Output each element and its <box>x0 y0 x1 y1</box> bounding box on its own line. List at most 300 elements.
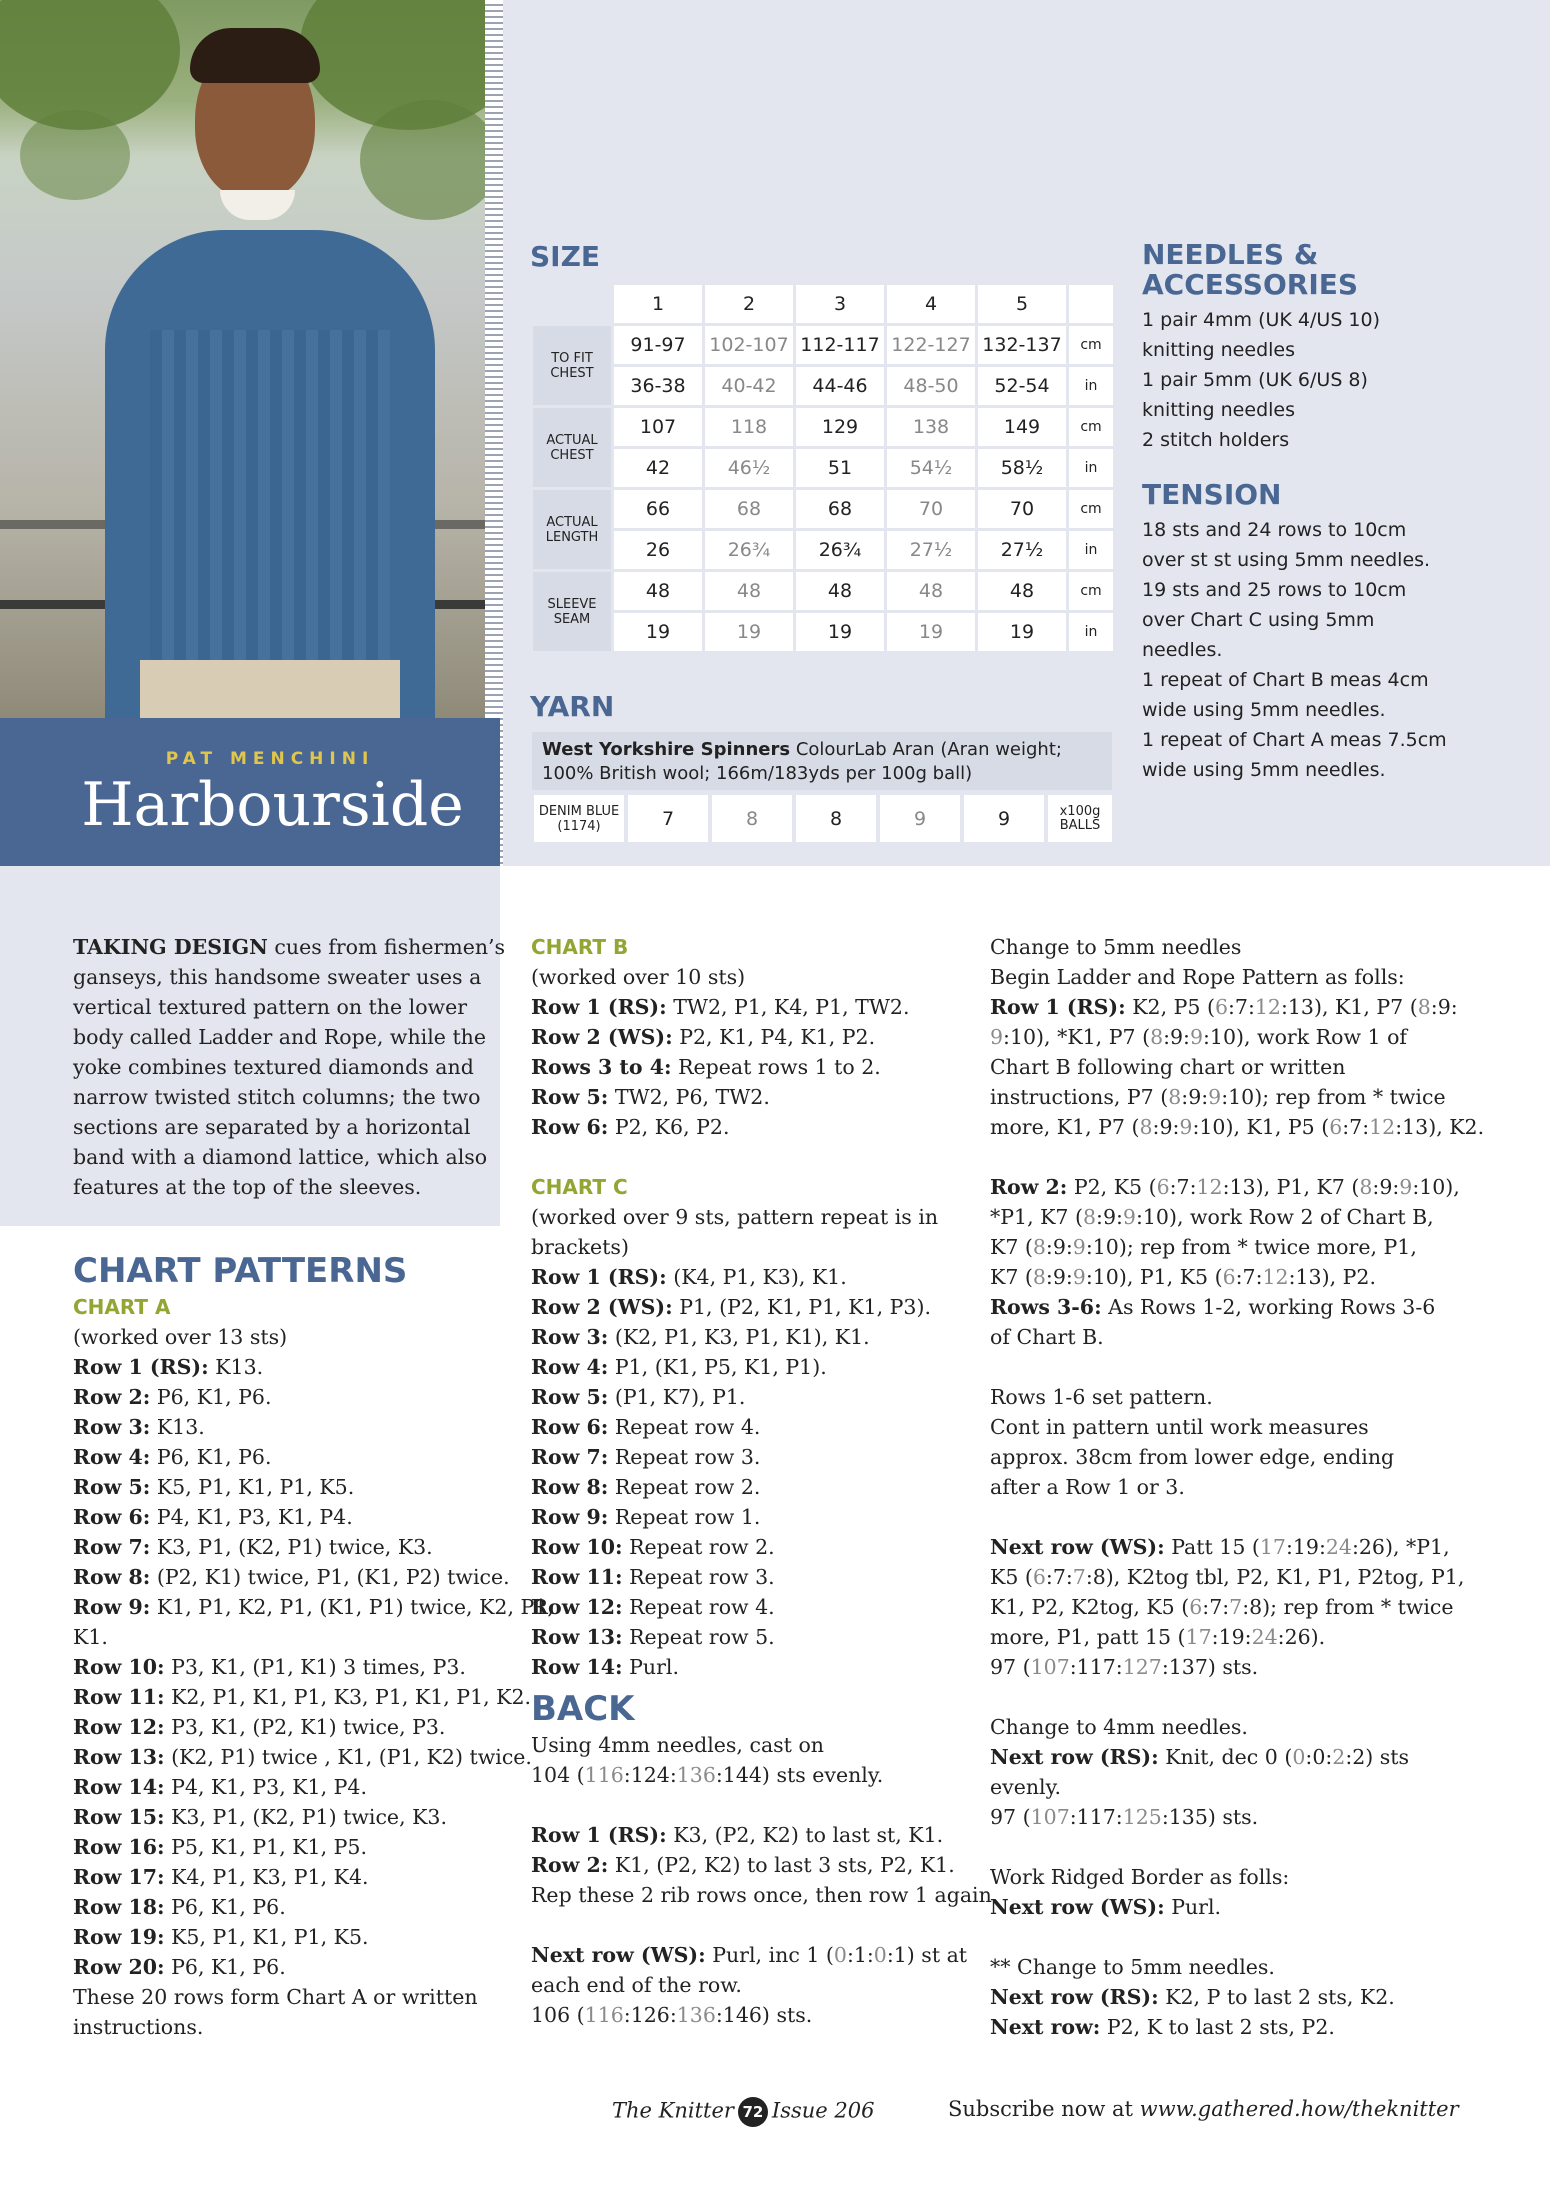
designer-name: PAT MENCHINI <box>165 749 375 769</box>
intro-line: narrow twisted stitch columns; the two <box>73 1085 481 1109</box>
size-table <box>530 282 1116 654</box>
instruction-row <box>531 1502 998 1532</box>
row-key: Next row (WS): <box>990 1535 1165 1559</box>
yarn-description <box>532 732 1112 790</box>
text-segment: 12 <box>1196 1175 1223 1199</box>
text-segment: :2) sts <box>1345 1745 1410 1769</box>
text-segment: :144) sts evenly. <box>715 1763 884 1787</box>
row-key: Row 17: <box>73 1865 165 1889</box>
text-segment: 104 ( <box>531 1763 585 1787</box>
table-cell: 9 <box>964 795 1044 842</box>
subscribe-text: Subscribe now at <box>948 2097 1140 2121</box>
instruction-row <box>73 1892 554 1922</box>
table-cell: 48-50 <box>887 367 975 405</box>
text-segment: 107 <box>1030 1805 1070 1829</box>
row-label: ACTUAL LENGTH <box>533 490 611 569</box>
instruction-line <box>990 1862 1484 1892</box>
table-cell: 51 <box>796 449 884 487</box>
text-segment: 106 ( <box>531 2003 585 2027</box>
text-segment: :10), work Row 2 of Chart B, <box>1135 1205 1434 1229</box>
instruction-line <box>531 1760 998 1790</box>
text-segment: 9 <box>990 1025 1004 1049</box>
unit-cell: cm <box>1069 572 1113 610</box>
table-cell: 27½ <box>887 531 975 569</box>
instruction-line <box>990 1562 1484 1592</box>
row-key: Row 1 (RS): <box>531 1823 667 1847</box>
text-segment: :9: <box>1096 1205 1123 1229</box>
yarn-colour: DENIM BLUE (1174) <box>534 795 624 842</box>
text-segment: :7: <box>1228 995 1255 1019</box>
info-line: wide using 5mm needles. <box>1142 759 1386 781</box>
row-key: Row 14: <box>531 1655 623 1679</box>
intro-line: cues from fishermen’s <box>267 935 506 959</box>
row-text: P4, K1, P3, K1, P4. <box>150 1505 353 1529</box>
row-text: (K4, P1, K3), K1. <box>666 1265 847 1289</box>
chart-b-heading: CHART B <box>531 935 629 959</box>
instruction-row <box>73 1382 554 1412</box>
ladder-rope-instructions <box>990 932 1484 2042</box>
info-line: over st st using 5mm needles. <box>1142 549 1431 571</box>
row-key: Row 10: <box>531 1535 623 1559</box>
table-cell: 52-54 <box>978 367 1066 405</box>
table-cell: 8 <box>796 795 876 842</box>
row-text: Repeat row 4. <box>622 1595 775 1619</box>
text-segment: :124: <box>623 1763 677 1787</box>
row-key: Row 8: <box>531 1475 609 1499</box>
text-segment: 127 <box>1122 1655 1162 1679</box>
instruction-line <box>531 2000 998 2030</box>
chart-c-intro: (worked over 9 sts, pattern repeat is in <box>531 1205 939 1229</box>
text-segment: :10), <box>1412 1175 1460 1199</box>
instruction-line <box>990 1652 1484 1682</box>
instruction-row <box>531 1022 998 1052</box>
text-segment: :1: <box>846 1943 874 1967</box>
row-text: P6, K1, P6. <box>164 1895 286 1919</box>
text-segment: :126: <box>623 2003 677 2027</box>
row-text: K1, P1, K2, P1, (K1, P1) twice, K2, P1, <box>150 1595 554 1619</box>
row-text: P4, K1, P3, K1, P4. <box>164 1775 367 1799</box>
chart-b-rows <box>531 992 998 1142</box>
instruction-line <box>990 1532 1484 1562</box>
table-cell: 70 <box>887 490 975 528</box>
text-segment: :9: <box>1045 1265 1073 1289</box>
unit-cell: in <box>1069 367 1113 405</box>
intro-line: band with a diamond lattice, which also <box>73 1145 488 1169</box>
text-segment: 107 <box>1030 1655 1070 1679</box>
instruction-line <box>990 1382 1484 1412</box>
info-line: knitting needles <box>1142 399 1295 421</box>
text-segment: 17 <box>1185 1625 1212 1649</box>
row-text: K13. <box>150 1415 205 1439</box>
row-text: K4, P1, K3, P1, K4. <box>164 1865 369 1889</box>
text-segment: 8 <box>1139 1115 1153 1139</box>
instruction-row <box>531 1082 998 1112</box>
instruction-line <box>990 1442 1484 1472</box>
row-key: Row 8: <box>73 1565 151 1589</box>
info-line: 18 sts and 24 rows to 10cm <box>1142 519 1407 541</box>
row-text: Repeat row 3. <box>622 1565 775 1589</box>
unit-cell: in <box>1069 449 1113 487</box>
row-text: These 20 rows form Chart A or written <box>73 1985 478 2009</box>
table-row <box>534 795 1112 842</box>
instruction-line <box>990 2012 1484 2042</box>
row-text: K5, P1, K1, P1, K5. <box>150 1475 355 1499</box>
text-segment: :13), P2. <box>1288 1265 1376 1289</box>
row-text: P2, K1, P4, K1, P2. <box>672 1025 876 1049</box>
text-segment: 136 <box>676 2003 716 2027</box>
size-heading: SIZE <box>530 240 601 273</box>
text-segment: :9: <box>1430 995 1458 1019</box>
instruction-line <box>990 1172 1484 1202</box>
instruction-line <box>531 1730 998 1760</box>
row-key: Row 5: <box>531 1085 609 1109</box>
instruction-row <box>73 1982 554 2012</box>
row-text: Repeat row 3. <box>608 1445 761 1469</box>
text-segment: K2, P5 ( <box>1125 995 1215 1019</box>
table-cell: 129 <box>796 408 884 446</box>
chart-patterns-heading: CHART PATTERNS <box>73 1251 408 1291</box>
info-line: 19 sts and 25 rows to 10cm <box>1142 579 1407 601</box>
instruction-line <box>531 1940 998 1970</box>
text-segment: :26), *P1, <box>1351 1535 1450 1559</box>
text-segment: 2 <box>1332 1745 1346 1769</box>
info-line: 1 pair 5mm (UK 6/US 8) <box>1142 369 1368 391</box>
text-segment: :10); rep from * twice more, P1, <box>1085 1235 1417 1259</box>
instruction-line <box>990 992 1484 1022</box>
row-text: instructions. <box>73 2015 204 2039</box>
instruction-line <box>990 1082 1484 1112</box>
instruction-row <box>73 1472 554 1502</box>
text-segment: 8 <box>1083 1205 1097 1229</box>
text-segment: :8), K2tog tbl, P2, K1, P1, P2tog, P1, <box>1085 1565 1465 1589</box>
row-label: ACTUAL CHEST <box>533 408 611 487</box>
magazine-name: The Knitter <box>612 2098 734 2123</box>
row-key: Row 1 (RS): <box>531 1265 667 1289</box>
intro-line: yoke combines textured diamonds and <box>73 1055 474 1079</box>
text-segment: K1, P2, K2tog, K5 ( <box>990 1595 1190 1619</box>
table-cell: 48 <box>978 572 1066 610</box>
instruction-row <box>531 1412 998 1442</box>
instruction-row <box>73 1532 554 1562</box>
text-segment: :7: <box>1169 1175 1197 1199</box>
back-instructions <box>531 1730 998 2030</box>
info-line: 1 repeat of Chart A meas 7.5cm <box>1142 729 1447 751</box>
row-key: Row 11: <box>531 1565 623 1589</box>
row-text: P6, K1, P6. <box>150 1385 272 1409</box>
text-segment: K7 ( <box>990 1265 1033 1289</box>
table-cell: 19 <box>887 613 975 651</box>
info-line: needles. <box>1142 639 1223 661</box>
row-text: (K2, P1, K3, P1, K1), K1. <box>608 1325 870 1349</box>
table-cell: 26¾ <box>796 531 884 569</box>
text-segment: Work Ridged Border as folls: <box>990 1865 1290 1889</box>
text-segment: more, P1, patt 15 ( <box>990 1625 1186 1649</box>
table-cell: 132-137 <box>978 326 1066 364</box>
text-segment: 12 <box>1254 995 1281 1019</box>
instruction-line <box>990 1202 1484 1232</box>
unit-cell: cm <box>1069 490 1113 528</box>
unit-cell: x100g BALLS <box>1048 795 1112 842</box>
text-segment: each end of the row. <box>531 1973 742 1997</box>
text-segment: :19: <box>1285 1535 1326 1559</box>
instruction-row <box>531 1052 998 1082</box>
row-key: Next row (WS): <box>531 1943 706 1967</box>
table-row <box>533 613 1113 651</box>
size-number: 4 <box>887 285 975 323</box>
text-segment: Rep these 2 rib rows once, then row 1 again. <box>531 1883 999 1907</box>
text-segment: Change to 5mm needles <box>990 935 1242 959</box>
text-segment: :7: <box>1342 1115 1370 1139</box>
table-cell: 26 <box>614 531 702 569</box>
text-segment: :10), *K1, P7 ( <box>1003 1025 1151 1049</box>
text-segment: :9: <box>1372 1175 1400 1199</box>
text-segment: 0 <box>873 1943 887 1967</box>
instruction-row <box>531 1622 998 1652</box>
text-segment: of Chart B. <box>990 1325 1104 1349</box>
table-cell: 91-97 <box>614 326 702 364</box>
instruction-row <box>73 1442 554 1472</box>
table-cell: 48 <box>796 572 884 610</box>
text-segment: :117: <box>1069 1805 1123 1829</box>
text-segment: Change to 4mm needles. <box>990 1715 1248 1739</box>
row-text: Repeat row 1. <box>608 1505 761 1529</box>
text-segment: :10), K1, P5 ( <box>1192 1115 1330 1139</box>
table-cell: 46½ <box>705 449 793 487</box>
text-segment: 9 <box>1072 1265 1086 1289</box>
text-segment: :7: <box>1202 1595 1230 1619</box>
instruction-row <box>531 1652 998 1682</box>
page-number: 72 <box>738 2097 768 2127</box>
row-key: Next row (RS): <box>990 1745 1159 1769</box>
row-text: Repeat row 5. <box>622 1625 775 1649</box>
instruction-line <box>990 932 1484 962</box>
row-text: K3, P1, (K2, P1) twice, K3. <box>164 1805 447 1829</box>
row-key: Next row (RS): <box>990 1985 1159 2009</box>
text-segment: 7 <box>1072 1565 1086 1589</box>
instruction-line <box>990 962 1484 992</box>
info-line: over Chart C using 5mm <box>1142 609 1375 631</box>
chart-b-intro: (worked over 10 sts) <box>531 965 746 989</box>
row-key: Row 1 (RS): <box>73 1355 209 1379</box>
table-cell: 107 <box>614 408 702 446</box>
table-row <box>533 490 1113 528</box>
instruction-line <box>990 1982 1484 2012</box>
size-number: 2 <box>705 285 793 323</box>
text-segment: :1) st at <box>886 1943 968 1967</box>
table-row <box>533 449 1113 487</box>
text-segment: :19: <box>1211 1625 1252 1649</box>
tension-heading: TENSION <box>1142 478 1282 511</box>
intro-line: features at the top of the sleeves. <box>73 1175 422 1199</box>
instruction-line <box>990 1742 1484 1772</box>
row-key: Row 7: <box>531 1445 609 1469</box>
text-segment: 9 <box>1189 1025 1204 1049</box>
pattern-title: Harbourside <box>81 770 464 840</box>
instruction-row <box>73 1562 554 1592</box>
instruction-row <box>73 1952 554 1982</box>
table-cell: 112-117 <box>796 326 884 364</box>
row-key: Row 14: <box>73 1775 165 1799</box>
text-segment: :13), K2. <box>1395 1115 1485 1139</box>
instruction-line <box>990 1112 1484 1142</box>
instruction-row <box>531 1292 998 1322</box>
row-key: Row 13: <box>531 1625 623 1649</box>
row-key: Row 5: <box>531 1385 609 1409</box>
instruction-row <box>73 1832 554 1862</box>
table-cell: 9 <box>880 795 960 842</box>
row-text: K1. <box>73 1625 108 1649</box>
text-segment: 12 <box>1262 1265 1289 1289</box>
table-cell: 54½ <box>887 449 975 487</box>
yarn-amounts-table <box>530 795 1116 842</box>
subscribe-link[interactable]: www.gathered.how/theknitter <box>1139 2097 1459 2121</box>
instruction-row <box>73 1742 554 1772</box>
table-cell: 118 <box>705 408 793 446</box>
row-text: (P1, K7), P1. <box>608 1385 746 1409</box>
text-segment: 9 <box>1122 1205 1136 1229</box>
row-text: Repeat row 2. <box>622 1535 775 1559</box>
text-segment: :13), K1, P7 ( <box>1280 995 1418 1019</box>
text-segment: :9: <box>1152 1115 1180 1139</box>
back-continued-column <box>990 932 1484 2042</box>
row-key: Row 19: <box>73 1925 165 1949</box>
table-cell: 19 <box>978 613 1066 651</box>
text-segment: :9: <box>1045 1235 1073 1259</box>
chart-a-intro: (worked over 13 sts) <box>73 1325 288 1349</box>
text-segment: 9 <box>1399 1175 1413 1199</box>
text-segment: 8 <box>1417 995 1431 1019</box>
text-segment: 9 <box>1072 1235 1086 1259</box>
chart-a-column <box>73 1292 554 2042</box>
instruction-row <box>73 1772 554 1802</box>
row-key: Next row: <box>990 2015 1101 2039</box>
text-segment: Purl. <box>1164 1895 1222 1919</box>
table-cell: 66 <box>614 490 702 528</box>
row-key: Row 11: <box>73 1685 165 1709</box>
unit-cell: in <box>1069 531 1113 569</box>
text-segment: 136 <box>676 1763 716 1787</box>
table-cell: 149 <box>978 408 1066 446</box>
table-cell: 40-42 <box>705 367 793 405</box>
text-segment: 8 <box>1032 1235 1046 1259</box>
text-segment: Purl, inc 1 ( <box>705 1943 834 1967</box>
text-segment: :146) sts. <box>715 2003 813 2027</box>
row-key: Row 2: <box>990 1175 1068 1199</box>
text-segment: :26). <box>1277 1625 1326 1649</box>
unit-cell: in <box>1069 613 1113 651</box>
text-segment: 6 <box>1189 1595 1203 1619</box>
instruction-line <box>990 1952 1484 1982</box>
intro-lead: TAKING DESIGN <box>73 935 268 959</box>
intro-line: ganseys, this handsome sweater uses a <box>73 965 482 989</box>
table-row <box>533 326 1113 364</box>
row-text: P6, K1, P6. <box>164 1955 286 1979</box>
instruction-line <box>990 1712 1484 1742</box>
text-segment: P2, K to last 2 sts, P2. <box>1100 2015 1335 2039</box>
intro-text <box>73 932 506 1202</box>
chart-c-heading: CHART C <box>531 1175 628 1199</box>
footer-issue <box>612 2097 874 2127</box>
issue-number: Issue 206 <box>771 2098 875 2123</box>
instruction-line <box>990 1022 1484 1052</box>
footer-subscribe <box>948 2097 1459 2121</box>
chart-a-rows <box>73 1352 554 2042</box>
row-key: Row 6: <box>531 1115 609 1139</box>
row-text: P1, (P2, K1, P1, K1, P3). <box>672 1295 931 1319</box>
info-line: knitting needles <box>1142 339 1295 361</box>
row-key: Row 12: <box>531 1595 623 1619</box>
unit-cell: cm <box>1069 408 1113 446</box>
text-segment: As Rows 1-2, working Rows 3-6 <box>1101 1295 1436 1319</box>
text-segment: 8 <box>1032 1265 1046 1289</box>
table-row <box>533 367 1113 405</box>
row-text: K13. <box>208 1355 264 1379</box>
text-segment: 6 <box>1222 1265 1236 1289</box>
table-row <box>533 531 1113 569</box>
row-key: Row 20: <box>73 1955 165 1979</box>
needles-list <box>1142 305 1380 455</box>
text-segment: 0 <box>833 1943 847 1967</box>
yarn-details: ColourLab Aran (Aran weight; 100% British wool; 166m/183yds per 100g ball) <box>542 739 1062 784</box>
instruction-row <box>531 1592 998 1622</box>
table-cell: 19 <box>705 613 793 651</box>
table-cell: 8 <box>712 795 792 842</box>
row-text: Repeat row 4. <box>608 1415 761 1439</box>
text-segment: ** Change to 5mm needles. <box>990 1955 1275 1979</box>
table-cell: 44-46 <box>796 367 884 405</box>
instruction-row <box>531 1382 998 1412</box>
text-segment: K3, (P2, K2) to last st, K1. <box>666 1823 944 1847</box>
instruction-row <box>531 1112 998 1142</box>
table-cell: 19 <box>796 613 884 651</box>
text-segment: 24 <box>1325 1535 1352 1559</box>
text-segment: :7: <box>1045 1565 1073 1589</box>
instruction-line <box>990 1622 1484 1652</box>
instruction-line <box>531 1820 998 1850</box>
table-cell: 26¾ <box>705 531 793 569</box>
row-key: Row 2 (WS): <box>531 1295 673 1319</box>
instruction-line <box>990 1052 1484 1082</box>
text-segment: 116 <box>584 1763 624 1787</box>
row-key: Row 2: <box>531 1853 609 1877</box>
row-key: Row 2: <box>73 1385 151 1409</box>
row-text: P2, K6, P2. <box>608 1115 730 1139</box>
intro-line: sections are separated by a horizontal <box>73 1115 471 1139</box>
instruction-row <box>73 2012 554 2042</box>
row-key: Next row (WS): <box>990 1895 1165 1919</box>
row-key: Rows 3-6: <box>990 1295 1102 1319</box>
instruction-row <box>73 1622 554 1652</box>
text-segment: :7: <box>1235 1265 1263 1289</box>
text-segment: :9: <box>1181 1085 1209 1109</box>
table-cell: 102-107 <box>705 326 793 364</box>
text-segment: :10); rep from * twice <box>1221 1085 1446 1109</box>
text-segment: :135) sts. <box>1161 1805 1259 1829</box>
text-segment: :10), work Row 1 of <box>1203 1025 1407 1049</box>
text-segment: Cont in pattern until work measures <box>990 1415 1369 1439</box>
instruction-line <box>990 1592 1484 1622</box>
row-key: Row 7: <box>73 1535 151 1559</box>
unit-cell: cm <box>1069 326 1113 364</box>
instruction-row <box>531 1562 998 1592</box>
row-text: P1, (K1, P5, K1, P1). <box>608 1355 827 1379</box>
text-segment: :13), P1, K7 ( <box>1222 1175 1360 1199</box>
instruction-line <box>990 1412 1484 1442</box>
row-key: Row 15: <box>73 1805 165 1829</box>
text-segment: :0: <box>1305 1745 1333 1769</box>
intro-line: vertical textured pattern on the lower <box>73 995 468 1019</box>
table-row <box>533 572 1113 610</box>
